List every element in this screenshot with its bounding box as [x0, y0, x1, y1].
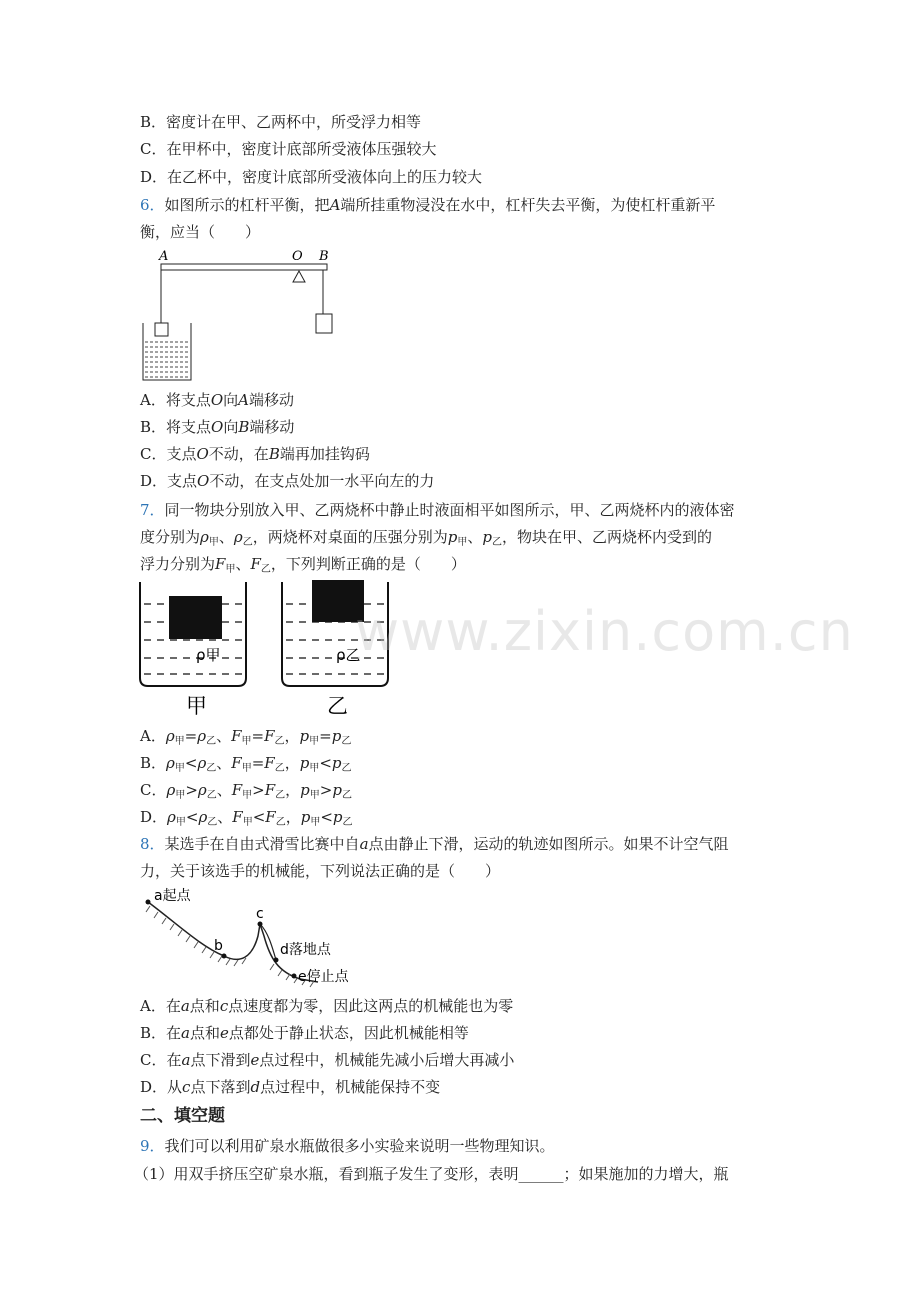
weight-a — [155, 323, 168, 336]
weight-b — [316, 314, 332, 333]
section-heading: 二、填空题 — [140, 1106, 225, 1126]
point-e — [292, 974, 297, 979]
point-c — [258, 922, 263, 927]
q5-option-d: D．在乙杯中，密度计底部所受液体向上的压力较大 — [140, 168, 483, 186]
q7-number: 7． — [140, 501, 165, 519]
q9-number: 9． — [140, 1137, 165, 1155]
lever-label-a: A — [159, 249, 169, 264]
q7-option-d: D．$\rho_甲<\rho_乙$、$F_甲<F_乙$，$p_甲<p_乙$ — [140, 808, 353, 828]
beaker-label-yi: 乙 — [327, 694, 348, 718]
q6-option-c: C．支点O不动，在B端再加挂钩码 — [140, 445, 370, 463]
liquid-label-jia: ρ甲 — [196, 646, 221, 664]
q8-option-d: D．从c点下落到d点过程中，机械能保持不变 — [140, 1078, 441, 1096]
q8-stem-line-1: 8．某选手在自由式滑雪比赛中自a点由静止下滑，运动的轨迹如图所示。如果不计空气阻 — [140, 835, 729, 853]
lever-label-b: B — [319, 249, 329, 264]
point-b — [222, 954, 227, 959]
q9-part-1: （1）用双手挤压空矿泉水瓶，看到瓶子发生了变形，表明______；如果施加的力增大，瓶 — [134, 1165, 729, 1183]
q6-number: 6． — [140, 196, 165, 214]
q6-stem-text-2: 端所挂重物浸没在水中，杠杆失去平衡，为使杠杆重新平 — [340, 196, 716, 214]
q7-option-b: B．$\rho_甲<\rho_乙$、$F_甲=F_乙$，$p_甲<p_乙$ — [140, 754, 352, 774]
block-jia — [169, 596, 222, 639]
q8-stem-line-2: 力，关于该选手的机械能，下列说法正确的是（ ） — [140, 862, 501, 880]
ski-track-figure — [140, 884, 370, 994]
q6-option-d: D．支点O不动，在支点处加一水平向左的力 — [140, 472, 435, 490]
q6-option-b: B．将支点O向B端移动 — [140, 418, 295, 436]
q8-option-c: C．在a点下滑到e点过程中，机械能先减小后增大再减小 — [140, 1051, 515, 1069]
point-d — [274, 958, 279, 963]
q5-option-b: B．密度计在甲、乙两杯中，所受浮力相等 — [140, 113, 422, 131]
water-surface — [145, 342, 189, 377]
q6-var-a: A — [329, 196, 341, 214]
q7-option-a: A．$\rho_甲=\rho_乙$、$F_甲=F_乙$，$p_甲=p_乙$ — [140, 727, 352, 747]
beaker-label-jia: 甲 — [186, 694, 207, 718]
lever-bar — [161, 264, 327, 270]
q6-stem-line-2: 衡，应当（ ） — [140, 223, 261, 241]
watermark: www.zixin.com.cn — [355, 600, 854, 663]
lever-label-o: O — [292, 249, 303, 264]
q8-option-a: A．在a点和c点速度都为零，因此这两点的机械能也为零 — [140, 997, 514, 1015]
q9-stem: 9．我们可以利用矿泉水瓶做很多小实验来说明一些物理知识。 — [140, 1137, 555, 1155]
lever-figure — [135, 248, 345, 388]
q6-option-a: A．将支点O向A端移动 — [140, 391, 295, 409]
fulcrum-icon — [293, 271, 305, 282]
q8-option-b: B．在a点和e点都处于静止状态，因此机械能相等 — [140, 1024, 469, 1042]
label-e: e停止点 — [298, 969, 349, 985]
q7-stem-line-2: 度分别为$\rho_甲$、$\rho_乙$，两烧杯对桌面的压强分别为$p_甲$、$p_乙$，物块在甲、乙两烧杯内受到的 — [140, 528, 712, 548]
label-d: d落地点 — [280, 942, 331, 958]
q6-stem-text: 如图所示的杠杆平衡，把 — [164, 196, 330, 214]
liquid-label-yi: ρ乙 — [336, 646, 361, 664]
label-c: c — [256, 906, 264, 922]
q9-blank: ______ — [518, 1165, 564, 1183]
q5-option-c: C．在甲杯中，密度计底部所受液体压强较大 — [140, 140, 437, 158]
q7-option-c: C．$\rho_甲>\rho_乙$、$F_甲>F_乙$，$p_甲>p_乙$ — [140, 781, 352, 801]
label-b: b — [214, 938, 223, 954]
q8-number: 8． — [140, 835, 165, 853]
label-a: a起点 — [154, 888, 191, 904]
q6-stem-line-1 — [140, 195, 715, 215]
q7-stem-line-1: 7．同一物块分别放入甲、乙两烧杯中静止时液面相平如图所示，甲、乙两烧杯内的液体密 — [140, 501, 735, 519]
q7-stem-line-3: 浮力分别为$F_甲$、$F_乙$，下列判断正确的是（ ） — [140, 555, 466, 575]
point-a — [146, 900, 151, 905]
